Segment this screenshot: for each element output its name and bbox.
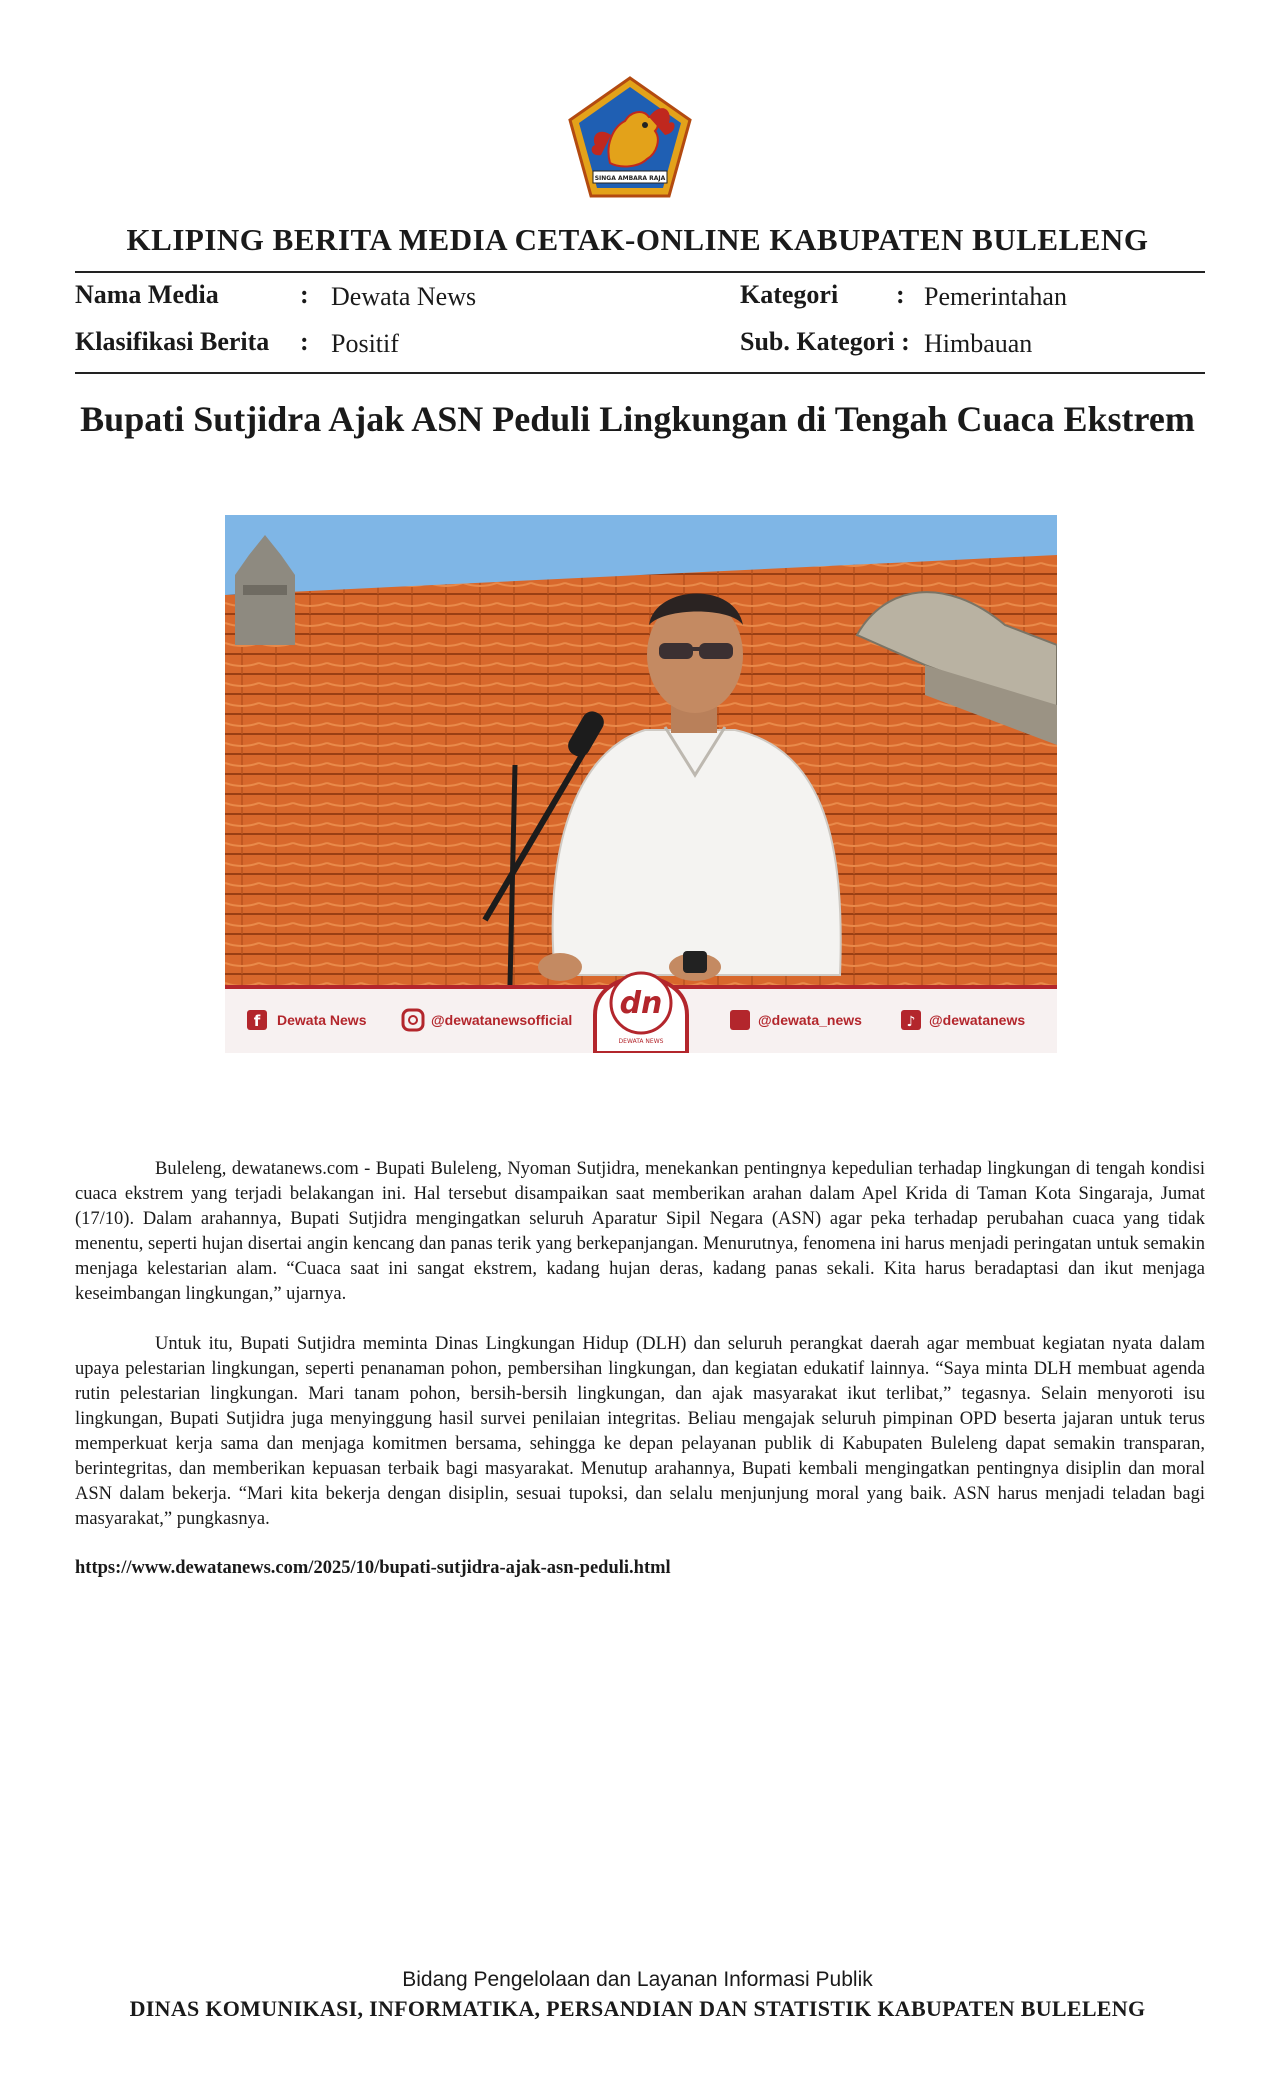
twitter-handle: @dewata_news: [758, 1012, 862, 1028]
sub-kategori-value: Himbauan: [924, 329, 1033, 358]
media-label: Nama Media: [75, 280, 219, 309]
media-colon: :: [300, 280, 309, 309]
svg-text:♪: ♪: [906, 1014, 916, 1030]
instagram-handle: @dewatanewsofficial: [431, 1012, 573, 1028]
footer-agency: DINAS KOMUNIKASI, INFORMATIKA, PERSANDIAN DAN STATISTIK KABUPATEN BULELENG: [129, 1996, 1146, 2021]
article-paragraph-1: Buleleng, dewatanews.com - Bupati Buleleng, Nyoman Sutjidra, menekankan pentingnya kepedulian terhadap lingkungan di tengah kondisi cuaca ekstrem yang terjadi belakangan ini. Hal tersebut disampaikan saat memberikan arahan dalam Apel Krida di Taman Kota Singaraja, Jumat (17/10). Dalam arahannya, Bupati Sutjidra mengingatkan seluruh Aparatur Sipil Negara (ASN) agar peka terhadap perubahan cuaca yang tidak menentu, seperti hujan disertai angin kencang dan panas terik yang berkepanjangan. Menurutnya, fenomena ini harus menjadi peringatan untuk semakin menjaga kelestarian alam. “Cuaca saat ini sangat ekstrem, kadang hujan deras, kadang panas sekali. Kita harus beradaptasi dan ikut menjaga keseimbangan lingkungan,” ujarnya.: [75, 1159, 1205, 1304]
media-value: Dewata News: [331, 282, 477, 311]
article-paragraph-2: Untuk itu, Bupati Sutjidra meminta Dinas Lingkungan Hidup (DLH) dan seluruh perangkat daerah agar membuat kegiatan nyata dalam upaya pelestarian lingkungan, seperti penanaman pohon, pembersihan lingkungan, dan kegiatan edukatif lainnya. “Saya minta DLH membuat agenda rutin pelestarian lingkungan. Mari tanam pohon, bersih-bersih lingkungan, dan ajak masyarakat ikut terlibat,” tegasnya. Selain menyoroti isu lingkungan, Bupati Sutjidra juga menyinggung hasil survei penilaian integritas. Beliau mengajak seluruh pimpinan OPD beserta jajaran untuk terus memperkuat kerja sama dan menjaga komitmen bersama, sehingga ke depan pelayanan publik di Kabupaten Buleleng dapat semakin transparan, berintegritas, dan memberikan kepuasan terbaik bagi masyarakat. Menutup arahannya, Bupati kembali mengingatkan pentingnya disiplin dan moral ASN dalam bekerja. “Mari kita bekerja dengan disiplin, sesuai tupoksi, dan selalu menjunjung moral yang baik. ASN harus menjadi teladan bagi masyarakat,” pungkasnya.: [75, 1334, 1205, 1529]
watermark-sub-text: DEWATA NEWS: [618, 1038, 664, 1045]
kategori-colon: :: [896, 280, 905, 309]
sub-kategori-label: Sub. Kategori :: [740, 327, 910, 356]
news-photo: [225, 515, 1057, 1053]
regency-emblem-logo: [565, 75, 695, 199]
article-body: [75, 1157, 1205, 1557]
footer-unit: Bidang Pengelolaan dan Layanan Informasi Publik: [402, 1968, 873, 1991]
klasifikasi-label: Klasifikasi Berita: [75, 327, 270, 356]
kategori-label: Kategori: [740, 280, 839, 309]
watermark-logo-text: dn: [619, 986, 663, 1021]
article-headline: Bupati Sutjidra Ajak ASN Peduli Lingkungan di Tengah Cuaca Ekstrem: [80, 399, 1195, 439]
svg-text:f: f: [253, 1012, 261, 1030]
news-photo-illustration: [225, 515, 1057, 1053]
emblem-motto: SINGA AMBARA RAJA: [594, 175, 666, 182]
klasifikasi-value: Positif: [331, 329, 399, 358]
facebook-handle: Dewata News: [277, 1012, 367, 1028]
header-rule-top: [75, 271, 1205, 273]
header-rule-bottom: [75, 372, 1205, 374]
klasifikasi-colon: :: [300, 327, 309, 356]
tiktok-handle: @dewatanews: [929, 1012, 1026, 1028]
kategori-value: Pemerintahan: [924, 282, 1067, 311]
twitter-icon: [730, 1010, 750, 1030]
document-title: KLIPING BERITA MEDIA CETAK-ONLINE KABUPATEN BULELENG: [126, 222, 1149, 257]
source-url: https://www.dewatanews.com/2025/10/bupati-sutjidra-ajak-asn-peduli.html: [75, 1558, 671, 1578]
